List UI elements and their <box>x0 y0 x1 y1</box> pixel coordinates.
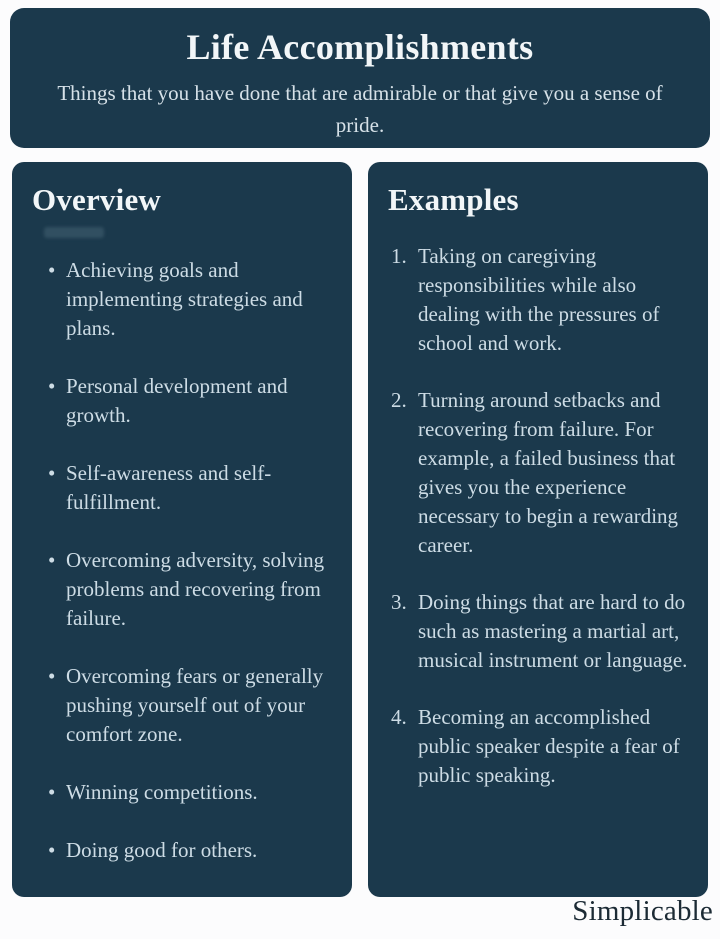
examples-list <box>388 242 690 790</box>
bullet-marker: • <box>48 461 56 485</box>
list-item-text: Overcoming fears or generally pushing yourself out of your comfort zone. <box>66 664 324 746</box>
list-item <box>32 778 334 807</box>
list-item <box>32 372 334 430</box>
bullet-marker: • <box>48 838 56 862</box>
bullet-marker: • <box>48 664 56 688</box>
list-item <box>32 256 334 343</box>
number-marker: 3. <box>391 590 407 614</box>
overview-list <box>32 256 334 865</box>
list-item-text: Turning around setbacks and recovering from failure. For example, a failed business that gives you the experience necessary to begin a rewarding career. <box>418 388 679 557</box>
number-marker: 2. <box>391 388 407 412</box>
list-item-text: Doing things that are hard to do such as mastering a martial art, musical instrument or language. <box>418 590 688 672</box>
header-panel <box>10 8 710 148</box>
list-item <box>388 703 690 790</box>
number-marker: 4. <box>391 705 407 729</box>
list-item-text: Doing good for others. <box>66 838 258 862</box>
list-item-text: Overcoming adversity, solving problems and recovering from failure. <box>66 548 325 630</box>
list-item-text: Self-awareness and self-fulfillment. <box>66 461 272 514</box>
list-item <box>32 459 334 517</box>
bullet-marker: • <box>48 258 56 282</box>
examples-heading: Examples <box>388 182 519 217</box>
number-marker: 1. <box>391 244 407 268</box>
examples-panel <box>368 162 708 897</box>
page-subtitle: Things that you have done that are admirable or that give you a sense of pride. <box>57 81 663 137</box>
list-item <box>388 242 690 358</box>
list-item-text: Achieving goals and implementing strategies and plans. <box>66 258 303 340</box>
overview-heading: Overview <box>32 182 161 217</box>
overview-panel <box>12 162 352 897</box>
list-item <box>32 546 334 633</box>
list-item-text: Becoming an accomplished public speaker despite a fear of public speaking. <box>418 705 680 787</box>
watermark-smudge <box>44 227 104 238</box>
list-item-text: Taking on caregiving responsibilities while also dealing with the pressures of school and work. <box>418 244 660 355</box>
list-item <box>32 836 334 865</box>
bullet-marker: • <box>48 374 56 398</box>
list-item-text: Winning competitions. <box>66 780 258 804</box>
list-item <box>388 386 690 560</box>
bullet-marker: • <box>48 780 56 804</box>
bullet-marker: • <box>48 548 56 572</box>
list-item <box>388 588 690 675</box>
page-title: Life Accomplishments <box>186 27 534 67</box>
brand-logo: Simplicable <box>572 895 713 927</box>
list-item-text: Personal development and growth. <box>66 374 288 427</box>
list-item <box>32 662 334 749</box>
